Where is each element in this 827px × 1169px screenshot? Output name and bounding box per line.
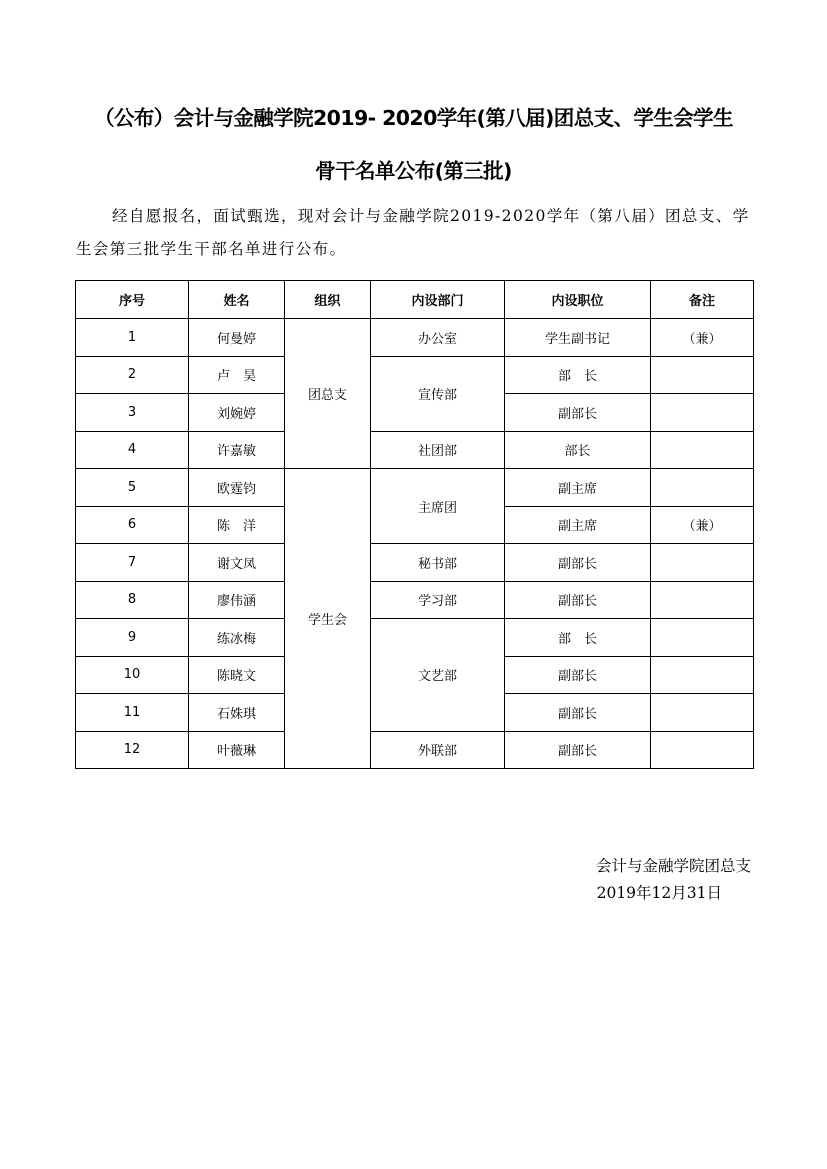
cell-note: （兼）	[651, 319, 754, 357]
cell-number: 9	[76, 619, 189, 657]
cell-name: 陈 洋	[189, 506, 285, 544]
cell-position: 部 长	[505, 356, 651, 394]
table-row	[76, 731, 754, 769]
cell-number: 10	[76, 656, 189, 694]
cell-org-xueshenghui: 学生会	[285, 469, 371, 769]
cell-position: 副主席	[505, 469, 651, 507]
table-row	[76, 544, 754, 582]
cell-number: 1	[76, 319, 189, 357]
cell-department: 秘书部	[371, 544, 505, 582]
cell-number: 5	[76, 469, 189, 507]
cell-department: 办公室	[371, 319, 505, 357]
cell-note	[651, 619, 754, 657]
signature-org: 会计与金融学院团总支	[595, 857, 751, 875]
cell-note	[651, 469, 754, 507]
cell-department: 社团部	[371, 431, 505, 469]
cell-number: 6	[76, 506, 189, 544]
cell-position: 副部长	[505, 581, 651, 619]
table-row	[76, 319, 754, 357]
intro-paragraph: 经自愿报名，面试甄选，现对会计与金融学院2019-2020学年（第八届）团总支、学生会第三批学生干部名单进行公布。	[76, 207, 750, 258]
cell-name: 练冰梅	[189, 619, 285, 657]
document-title-line-2: 骨干名单公布(第三批)	[315, 159, 512, 183]
cell-name: 廖伟涵	[189, 581, 285, 619]
cell-note	[651, 544, 754, 582]
cell-position: 部长	[505, 431, 651, 469]
cell-note	[651, 656, 754, 694]
header-cell-note: 备注	[651, 281, 754, 319]
cell-note	[651, 394, 754, 432]
cell-name: 谢文凤	[189, 544, 285, 582]
signature-block	[596, 853, 751, 907]
cell-number: 8	[76, 581, 189, 619]
cell-name: 何曼婷	[189, 319, 285, 357]
cell-note	[651, 731, 754, 769]
cell-number: 11	[76, 694, 189, 732]
cell-position: 学生副书记	[505, 319, 651, 357]
cell-note	[651, 431, 754, 469]
cell-position: 副主席	[505, 506, 651, 544]
roster-table	[75, 280, 754, 769]
header-cell-name: 姓名	[189, 281, 285, 319]
cell-position: 副部长	[505, 394, 651, 432]
cell-note: （兼）	[651, 506, 754, 544]
cell-department: 主席团	[371, 469, 505, 544]
cell-position: 副部长	[505, 731, 651, 769]
signature-date: 2019年12月31日	[596, 884, 722, 902]
cell-name: 卢 昊	[189, 356, 285, 394]
cell-department: 外联部	[371, 731, 505, 769]
cell-number: 4	[76, 431, 189, 469]
cell-org-tuanzongzhi: 团总支	[285, 319, 371, 469]
cell-department: 学习部	[371, 581, 505, 619]
cell-number: 7	[76, 544, 189, 582]
cell-number: 3	[76, 394, 189, 432]
table-header-row	[76, 281, 754, 319]
cell-name: 欧霆钧	[189, 469, 285, 507]
document-title-line-1: （公布）会计与金融学院2019- 2020学年(第八届)团总支、学生会学生	[94, 106, 733, 130]
header-cell-org: 组织	[285, 281, 371, 319]
cell-position: 副部长	[505, 656, 651, 694]
table-row	[76, 469, 754, 507]
table-row	[76, 431, 754, 469]
header-cell-number: 序号	[76, 281, 189, 319]
table-row	[76, 356, 754, 394]
header-cell-position: 内设职位	[505, 281, 651, 319]
cell-department: 文艺部	[371, 619, 505, 732]
cell-note	[651, 581, 754, 619]
cell-name: 石姝琪	[189, 694, 285, 732]
cell-name: 叶薇琳	[189, 731, 285, 769]
cell-position: 副部长	[505, 544, 651, 582]
table-row	[76, 581, 754, 619]
header-cell-department: 内设部门	[371, 281, 505, 319]
cell-number: 2	[76, 356, 189, 394]
cell-note	[651, 356, 754, 394]
cell-department: 宣传部	[371, 356, 505, 431]
cell-position: 副部长	[505, 694, 651, 732]
cell-name: 陈晓文	[189, 656, 285, 694]
table-row	[76, 619, 754, 657]
cell-name: 许嘉敏	[189, 431, 285, 469]
cell-name: 刘婉婷	[189, 394, 285, 432]
cell-note	[651, 694, 754, 732]
cell-number: 12	[76, 731, 189, 769]
cell-position: 部 长	[505, 619, 651, 657]
